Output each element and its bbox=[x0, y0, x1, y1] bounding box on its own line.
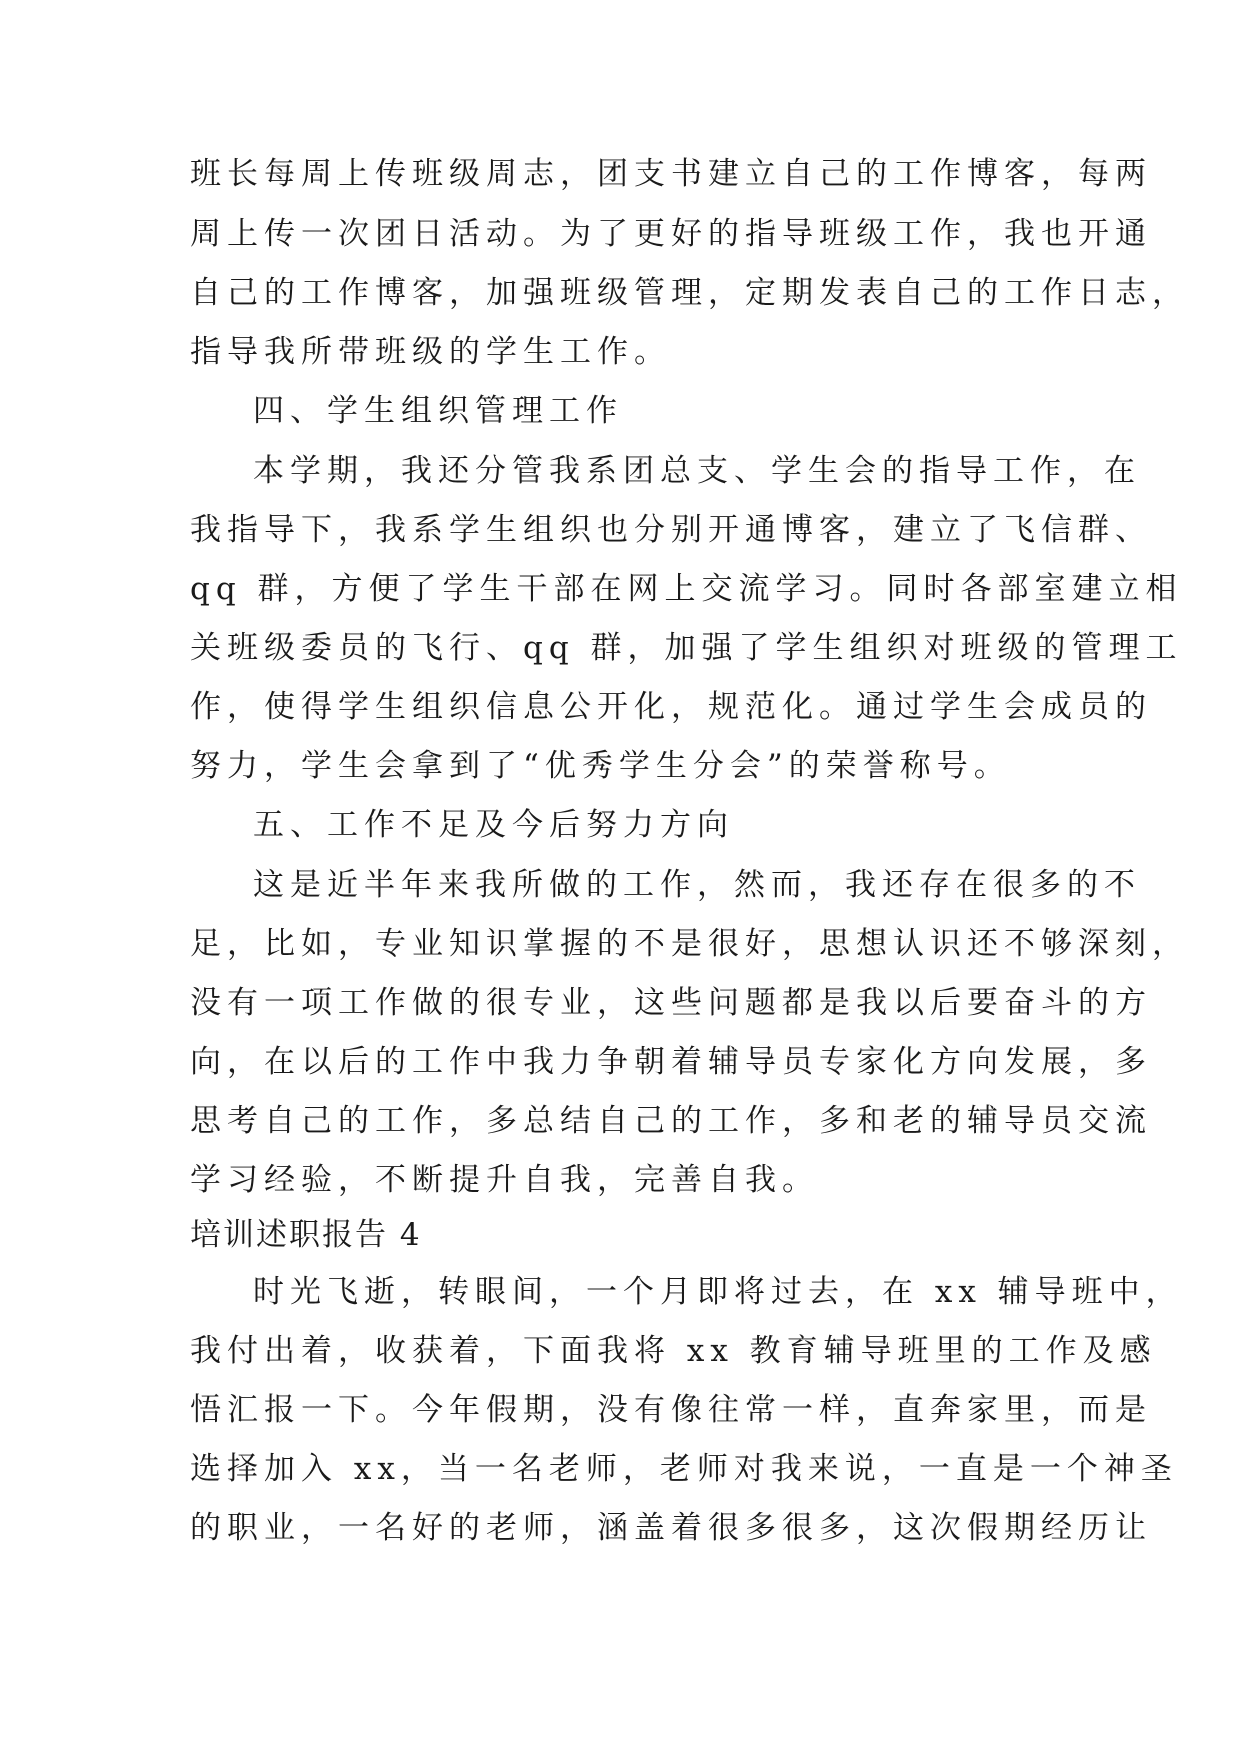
body-line: 足，比如，专业知识掌握的不是很好，思想认识还不够深刻， bbox=[190, 926, 1189, 962]
body-line: 努力，学生会拿到了“优秀学生分会”的荣誉称号。 bbox=[190, 748, 1011, 784]
section-heading: 五、工作不足及今后努力方向 bbox=[253, 807, 734, 843]
body-line: 悟汇报一下。今年假期，没有像往常一样，直奔家里，而是 bbox=[190, 1392, 1152, 1428]
body-line: 没有一项工作做的很专业，这些问题都是我以后要奋斗的方 bbox=[190, 985, 1152, 1021]
paragraph-first-line: 这是近半年来我所做的工作，然而，我还存在很多的不 bbox=[253, 867, 1141, 903]
body-line: 的职业，一名好的老师，涵盖着很多很多，这次假期经历让 bbox=[190, 1510, 1152, 1546]
paragraph-first-line: 本学期，我还分管我系团总支、学生会的指导工作，在 bbox=[253, 453, 1141, 489]
body-line: 自己的工作博客，加强班级管理，定期发表自己的工作日志， bbox=[190, 275, 1189, 311]
body-line: 我付出着，收获着，下面我将 xx 教育辅导班里的工作及感 bbox=[190, 1333, 1157, 1369]
section-heading: 四、学生组织管理工作 bbox=[253, 393, 623, 429]
body-line: 向，在以后的工作中我力争朝着辅导员专家化方向发展，多 bbox=[190, 1044, 1152, 1080]
body-line: 我指导下，我系学生组织也分别开通博客，建立了飞信群、 bbox=[190, 512, 1152, 548]
body-line: 周上传一次团日活动。为了更好的指导班级工作，我也开通 bbox=[190, 216, 1152, 252]
paragraph-first-line: 时光飞逝，转眼间，一个月即将过去，在 xx 辅导班中， bbox=[253, 1274, 1183, 1310]
body-line: 关班级委员的飞行、qq 群，加强了学生组织对班级的管理工 bbox=[190, 630, 1183, 666]
body-line: 作，使得学生组织信息公开化，规范化。通过学生会成员的 bbox=[190, 689, 1152, 725]
body-line: 班长每周上传班级周志，团支书建立自己的工作博客，每两 bbox=[190, 156, 1152, 192]
report-title: 培训述职报告 4 bbox=[190, 1217, 422, 1253]
body-line: 指导我所带班级的学生工作。 bbox=[190, 334, 671, 370]
body-line: 思考自己的工作，多总结自己的工作，多和老的辅导员交流 bbox=[190, 1103, 1152, 1139]
body-line: 学习经验，不断提升自我，完善自我。 bbox=[190, 1162, 819, 1198]
body-line: 选择加入 xx，当一名老师，老师对我来说，一直是一个神圣 bbox=[190, 1451, 1178, 1487]
body-line: qq 群，方便了学生干部在网上交流学习。同时各部室建立相 bbox=[190, 571, 1183, 607]
